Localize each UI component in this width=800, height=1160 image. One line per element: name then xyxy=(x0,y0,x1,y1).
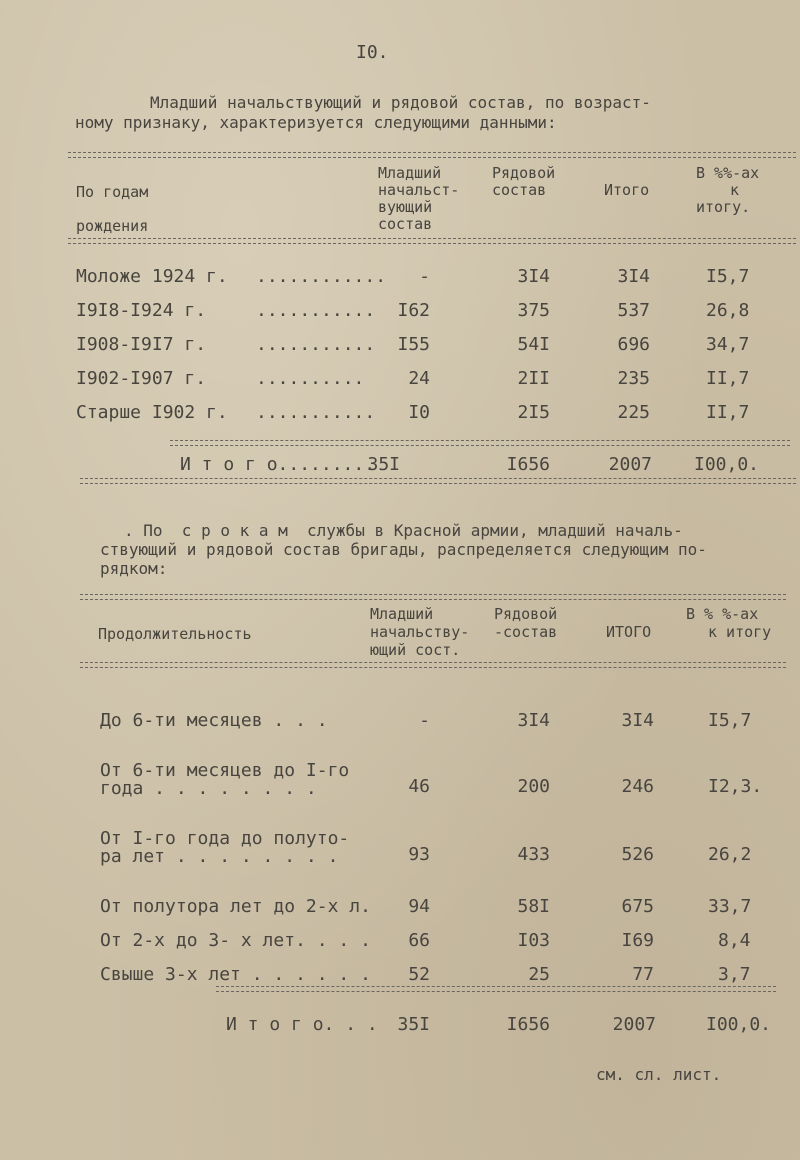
table1-row-total: 696 xyxy=(617,334,650,355)
table1-row-rank: 2I5 xyxy=(517,402,550,423)
table2-total-top-rule xyxy=(216,986,776,992)
table1-total-label: И т о г о......... xyxy=(180,454,376,475)
table2-row-pct: I5,7 xyxy=(708,710,752,731)
table1-row-pct: II,7 xyxy=(706,402,750,423)
table2-row-line1: Свыше 3-х лет . . . . . . xyxy=(100,964,371,985)
table1-row-label: I9I8-I924 г. xyxy=(76,300,207,321)
table1-total-top-rule xyxy=(170,440,790,446)
table2-row-rank: I03 xyxy=(517,930,550,951)
table1-col4-head: Итого xyxy=(604,181,650,199)
table1-total-bottom-rule xyxy=(80,478,796,484)
table2-row-total: 3I4 xyxy=(621,710,654,731)
table1-total-rank: I656 xyxy=(506,454,550,475)
table2-row-rank: 58I xyxy=(517,896,550,917)
table1-row-dots: ........... xyxy=(256,334,376,355)
table1-row-total: 225 xyxy=(617,402,650,423)
table1-col2-head-c: вующий xyxy=(378,198,433,216)
table2-row-rank: 3I4 xyxy=(517,710,550,731)
table2-row-line2: года . . . . . . . . xyxy=(100,778,317,799)
table2-row-junior: 46 xyxy=(408,776,430,797)
table2-row-pct: 26,2 xyxy=(708,844,752,865)
table2-col3-head-b: -состав xyxy=(494,623,558,641)
table2-row-rank: 25 xyxy=(528,964,550,985)
table2-row-junior: 52 xyxy=(408,964,430,985)
table2-row-junior: 66 xyxy=(408,930,430,951)
table1-header-bottom-rule xyxy=(68,238,796,244)
table1-col5-head-b: к xyxy=(730,181,740,199)
table1-row-label: I908-I9I7 г. xyxy=(76,334,207,355)
table1-row-pct: 34,7 xyxy=(706,334,750,355)
table2-col5-head-b: к итогу xyxy=(708,623,772,641)
table1-row-dots: ........... xyxy=(256,402,376,423)
table1-col1-head-b: рождения xyxy=(76,217,149,235)
table1-col3-head-a: Рядовой xyxy=(492,164,556,182)
table2-header-top-rule xyxy=(80,594,786,600)
table1-row-dots: ............ xyxy=(256,266,387,287)
table2-col2-head-a: Младший xyxy=(370,605,434,623)
table1-total-total: 2007 xyxy=(608,454,652,475)
table2-row-junior: - xyxy=(419,710,430,731)
table1-row-junior: - xyxy=(419,266,430,287)
table2-total-junior: 35I xyxy=(397,1014,430,1035)
table2-row-junior: 94 xyxy=(408,896,430,917)
table2-row-total: 77 xyxy=(632,964,654,985)
table1-row-pct: II,7 xyxy=(706,368,750,389)
table1-row-label: Старше I902 г. xyxy=(76,402,228,423)
table2-col2-head-c: ющий сост. xyxy=(370,641,461,659)
table2-total-label: И т о г о. . . xyxy=(226,1014,378,1035)
footer-note: см. сл. лист. xyxy=(596,1065,722,1084)
table2-row-total: 675 xyxy=(621,896,654,917)
table2-row-line1: До 6-ти месяцев . . . xyxy=(100,710,328,731)
table1-row-label: Моложе 1924 г. xyxy=(76,266,228,287)
table1-row-dots: ........... xyxy=(256,300,376,321)
table2-col5-head-a: В % %-ах xyxy=(686,605,759,623)
table2-row-line2: ра лет . . . . . . . . xyxy=(100,846,339,867)
table1-header-top-rule xyxy=(68,152,796,158)
table2-row-line1: От 6-ти месяцев до I-го xyxy=(100,760,350,781)
intro1-line1: Младший начальствующий и рядовой состав, по возраст- xyxy=(150,93,651,112)
table1-row-rank: 3I4 xyxy=(517,266,550,287)
table2-total-total: 2007 xyxy=(612,1014,656,1035)
table2-row-total: 526 xyxy=(621,844,654,865)
table1-col5-head-c: итогу. xyxy=(696,198,751,216)
table2-row-total: I69 xyxy=(621,930,654,951)
intro2-line2: ствующий и рядовой состав бригады, распределяется следующим по- xyxy=(100,540,707,559)
table1-row-junior: I55 xyxy=(397,334,430,355)
table2-row-rank: 433 xyxy=(517,844,550,865)
table1-row-dots: .......... xyxy=(256,368,365,389)
table2-col2-head-b: начальству- xyxy=(370,623,470,641)
table1-row-rank: 2II xyxy=(517,368,550,389)
table1-row-junior: 24 xyxy=(408,368,430,389)
table1-col1-head-a: По годам xyxy=(76,183,149,201)
table2-total-pct: I00,0. xyxy=(706,1014,772,1035)
table1-row-rank: 54I xyxy=(517,334,550,355)
table1-row-junior: I62 xyxy=(397,300,430,321)
table1-row-rank: 375 xyxy=(517,300,550,321)
table2-row-junior: 93 xyxy=(408,844,430,865)
intro2-line1: . По с р о к а м службы в Красной армии, младший началь- xyxy=(124,521,683,540)
table2-total-rank: I656 xyxy=(506,1014,550,1035)
table2-row-pct: 8,4 xyxy=(718,930,751,951)
intro2-line3: рядком: xyxy=(100,559,168,578)
table2-row-line1: От 2-х до 3- х лет. . . . xyxy=(100,930,371,951)
table1-col3-head-b: состав xyxy=(492,181,547,199)
table2-row-line1: От полутора лет до 2-х л. xyxy=(100,896,371,917)
table2-row-rank: 200 xyxy=(517,776,550,797)
table1-row-pct: 26,8 xyxy=(706,300,750,321)
table1-row-total: 235 xyxy=(617,368,650,389)
table1-col2-head-b: начальст- xyxy=(378,181,460,199)
table1-col5-head-a: В %%-ах xyxy=(696,164,760,182)
table1-row-total: 537 xyxy=(617,300,650,321)
table2-col3-head-a: Рядовой xyxy=(494,605,558,623)
table2-row-pct: 3,7 xyxy=(718,964,751,985)
table1-total-junior: 35I xyxy=(367,454,400,475)
table2-col1-head: Продолжительность xyxy=(98,625,252,643)
table1-col2-head-a: Младший xyxy=(378,164,442,182)
table2-col4-head: ИТОГО xyxy=(606,623,652,641)
table1-row-pct: I5,7 xyxy=(706,266,750,287)
page-number: I0. xyxy=(356,42,389,63)
table1-row-total: 3I4 xyxy=(617,266,650,287)
table2-row-line1: От I-го года до полуто- xyxy=(100,828,350,849)
table2-row-pct: I2,3. xyxy=(708,776,763,797)
table1-row-label: I902-I907 г. xyxy=(76,368,207,389)
table2-row-total: 246 xyxy=(621,776,654,797)
table1-col2-head-d: состав xyxy=(378,215,433,233)
table2-header-bottom-rule xyxy=(80,662,786,668)
intro1-line2: ному признаку, характеризуется следующими данными: xyxy=(75,113,557,132)
table1-total-pct: I00,0. xyxy=(694,454,760,475)
table1-row-junior: I0 xyxy=(408,402,430,423)
table2-row-pct: 33,7 xyxy=(708,896,752,917)
